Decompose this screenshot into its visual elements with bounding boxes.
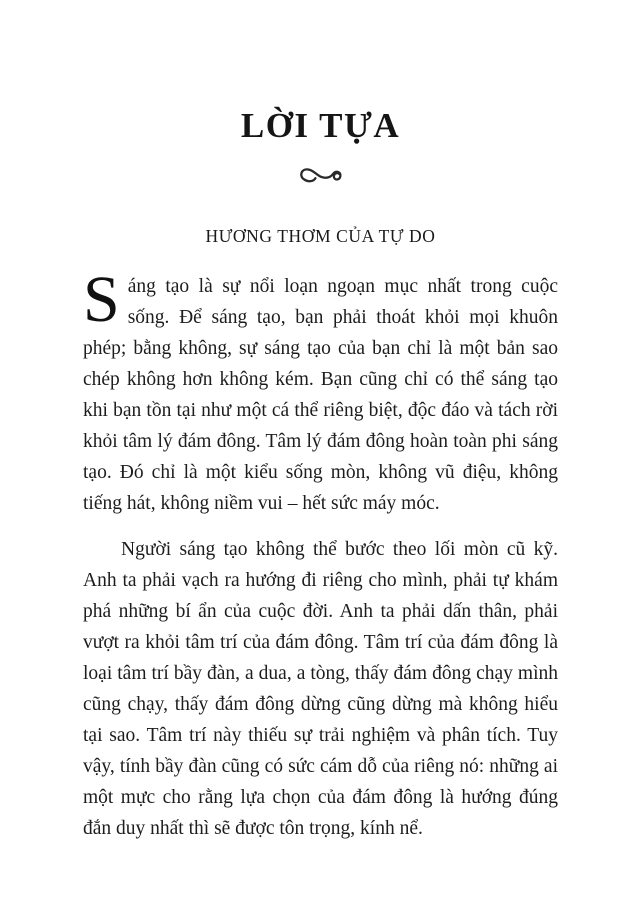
paragraph: [83, 534, 558, 844]
chapter-title: LỜI TỰA: [240, 106, 401, 145]
section-heading: HƯƠNG THƠM CỦA TỰ DO: [205, 226, 436, 246]
fleuron-ornament-icon: [83, 162, 558, 190]
paragraph: [83, 263, 558, 519]
paragraph-text: Người sáng tạo không thể bước theo lối mòn cũ kỹ. Anh ta phải vạch ra hướng đi riêng cho mình, phải tự khám phá những bí ẩn của cuộc đời. Anh ta phải dấn thân, phải vượt ra khỏi tâm trí của đám đông. Tâm trí của đám đông là loại tâm trí bầy đàn, a dua, a tòng, thấy đám đông chạy mình cũng chạy, thấy đám đông dừng cũng dừng mà không hiểu tại sao. Tâm trí này thiếu sự trải nghiệm và phân tích. Tuy vậy, tính bầy đàn cũng có sức cám dỗ của riêng nó: những ai một mực cho rằng lựa chọn của đám đông là hướng đúng đắn duy nhất thì sẽ được tôn trọng, kính nể.: [83, 539, 558, 839]
paragraph-text: áng tạo là sự nổi loạn ngoạn mục nhất trong cuộc sống. Để sáng tạo, bạn phải thoát khỏi mọi khuôn phép; bằng không, sự sáng tạo của bạn chỉ là một bản sao chép không hơn không kém. Bạn cũng chỉ có thể sáng tạo khi bạn tồn tại như một cá thể riêng biệt, độc đáo và tách rời khỏi tâm lý đám đông. Tâm lý đám đông hoàn toàn phi sáng tạo. Đó chỉ là một kiểu sống mòn, không vũ điệu, không tiếng hát, không niềm vui – hết sức máy móc.: [83, 276, 558, 514]
drop-cap: S: [83, 263, 120, 336]
